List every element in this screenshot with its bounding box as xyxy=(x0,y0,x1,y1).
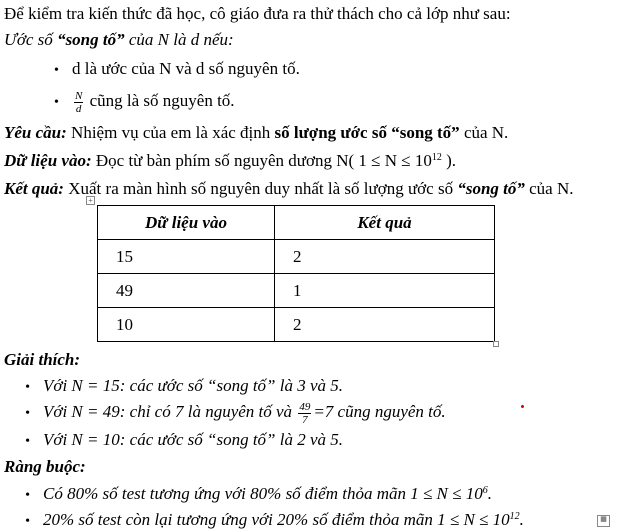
output-end: của N. xyxy=(524,179,574,198)
intro-line: Để kiểm tra kiến thức đã học, cô giáo đưa ra thử thách cho cả lớp như sau: xyxy=(4,4,511,23)
input-sup: 12 xyxy=(431,152,442,163)
table-row xyxy=(98,240,495,274)
table-cell: 10 xyxy=(98,308,275,342)
red-dot-mark xyxy=(521,405,524,408)
input-end: ). xyxy=(441,151,457,170)
table-row xyxy=(98,308,495,342)
table-cell: 2 xyxy=(275,240,495,274)
explanation-text: Với N = 10: các ước số “song tố” là 2 và 5. xyxy=(43,430,344,449)
definition-term: “song tố” xyxy=(57,30,125,49)
constraint-item xyxy=(25,484,492,506)
bullet-icon: • xyxy=(25,380,30,395)
table-cell: 49 xyxy=(98,274,275,308)
condition-1 xyxy=(54,59,300,81)
table-cell: 2 xyxy=(275,308,495,342)
input-label: Dữ liệu vào: xyxy=(4,151,92,170)
fraction-denominator: 7 xyxy=(302,413,308,426)
definition-prefix: Ước số xyxy=(4,30,58,49)
bullet-icon: • xyxy=(54,63,59,78)
table-header-row xyxy=(98,206,495,240)
explanation-item xyxy=(25,430,343,452)
request-bold: số lượng ước số “song tố” xyxy=(274,123,460,142)
bullet-icon: • xyxy=(25,514,30,529)
constraint-sup: 12 xyxy=(509,511,520,522)
explanation-text: =7 cũng nguyên tố. xyxy=(313,402,446,421)
condition-2-text: cũng là số nguyên tố. xyxy=(85,91,235,110)
bullet-icon: • xyxy=(25,406,30,421)
bullet-icon: • xyxy=(25,434,30,449)
request-label: Yêu cầu: xyxy=(4,123,67,142)
table-resize-handle-icon[interactable] xyxy=(493,341,499,347)
constraint-sup: 6 xyxy=(482,485,488,496)
constraints-label: Ràng buộc: xyxy=(4,457,86,476)
constraint-end: . xyxy=(519,510,524,529)
definition-line xyxy=(4,30,234,50)
constraint-end: . xyxy=(487,484,492,503)
table-move-handle-icon[interactable]: + xyxy=(86,196,95,205)
table-header: Dữ liệu vào xyxy=(98,206,275,240)
output-bold: “song tố” xyxy=(457,179,525,198)
bullet-icon: • xyxy=(25,488,30,503)
constraint-text: Có 80% số test tương ứng với 80% số điểm thỏa mãn 1 ≤ N ≤ 10 xyxy=(43,484,483,503)
output-text: Xuất ra màn hình số nguyên duy nhất là số lượng ước số xyxy=(63,179,458,198)
constraint-text: 20% số test còn lại tương ứng với 20% số điểm thỏa mãn 1 ≤ N ≤ 10 xyxy=(43,510,510,529)
explanation-text: Với N = 49: chỉ có 7 là nguyên tố và xyxy=(43,402,297,421)
request-end: của N. xyxy=(459,123,509,142)
condition-1-text: d là ước của N và d số nguyên tố. xyxy=(72,59,300,78)
fraction-numerator: 49 xyxy=(299,400,311,413)
explanation-item xyxy=(25,376,343,398)
table-row xyxy=(98,274,495,308)
request-text: Nhiệm vụ của em là xác định xyxy=(66,123,275,142)
table-header: Kết quả xyxy=(275,206,495,240)
equation-icon[interactable]: ▦ xyxy=(597,515,610,527)
explanation-item xyxy=(25,398,446,428)
table-cell: 1 xyxy=(275,274,495,308)
condition-2-fraction xyxy=(74,90,83,115)
fraction-denominator: d xyxy=(75,102,82,115)
explanation-fraction xyxy=(298,401,311,426)
definition-suffix: của N là d nếu: xyxy=(124,30,234,49)
request-line xyxy=(4,123,508,143)
explanation-label: Giải thích: xyxy=(4,350,81,369)
table-cell: 15 xyxy=(98,240,275,274)
output-label: Kết quả: xyxy=(4,179,64,198)
fraction-numerator: N xyxy=(75,89,83,102)
example-table xyxy=(97,205,495,342)
bullet-icon: • xyxy=(54,95,59,110)
input-line xyxy=(4,151,456,171)
condition-2 xyxy=(54,87,235,117)
input-text: Đọc từ bàn phím số nguyên dương N( 1 ≤ N ≤ 10 xyxy=(91,151,432,170)
explanation-text: Với N = 15: các ước số “song tố” là 3 và 5. xyxy=(43,376,344,395)
constraint-item xyxy=(25,510,524,532)
